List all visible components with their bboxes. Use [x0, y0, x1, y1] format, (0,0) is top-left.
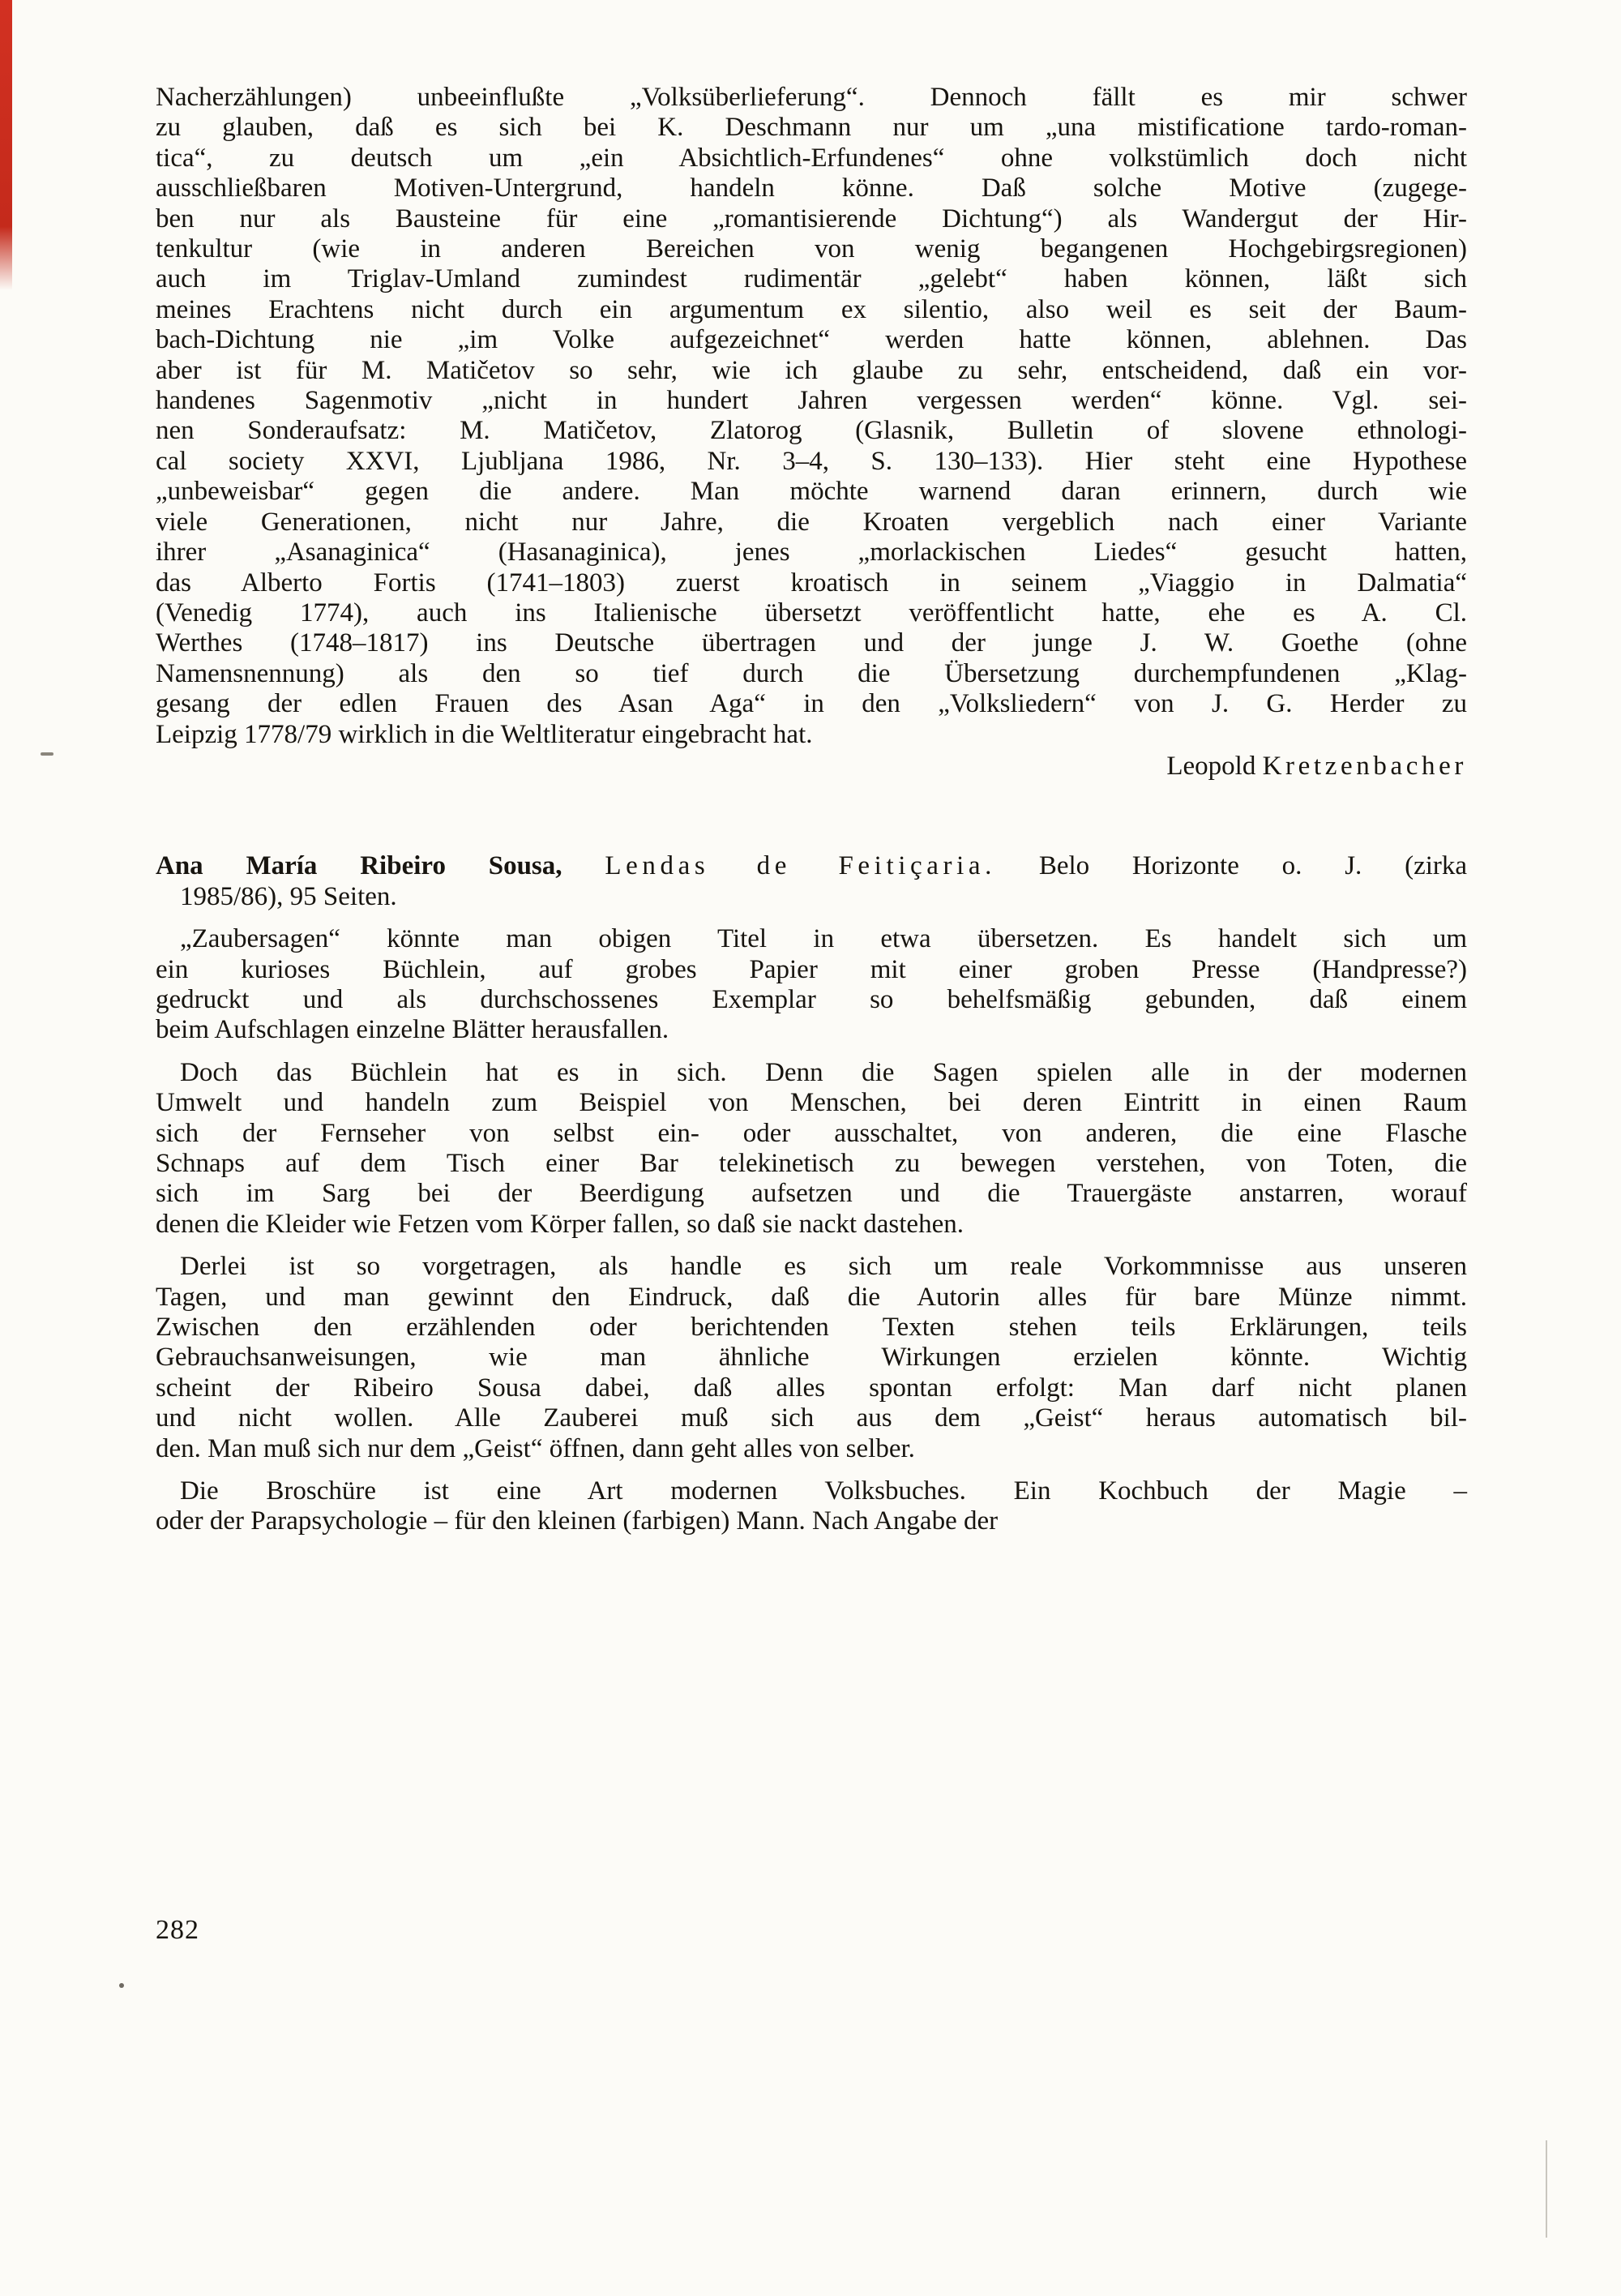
heading-line-1	[156, 851, 1467, 881]
text-line: ihrer „Asanaginica“ (Hasanaginica), jenes „morlackischen Liedes“ gesucht hatten,	[156, 538, 1467, 568]
text-line: Gebrauchsanweisungen, wie man ähnliche Wirkungen erzielen könnte. Wichtig	[156, 1343, 1467, 1373]
review-paragraph-3	[156, 1252, 1467, 1464]
text-line: ausschließbaren Motiven-Untergrund, handeln könne. Daß solche Motive (zugege-	[156, 173, 1467, 203]
margin-mark-artifact	[41, 752, 53, 756]
text-line: ben nur als Bausteine für eine „romantisierende Dichtung“) als Wandergut der Hir-	[156, 203, 1467, 233]
text-line: Umwelt und handeln zum Beispiel von Menschen, bei deren Eintritt in einen Raum	[156, 1088, 1467, 1118]
text-line: cal society XXVI, Ljubljana 1986, Nr. 3–4, S. 130–133). Hier steht eine Hypothese	[156, 446, 1467, 476]
text-line: denen die Kleider wie Fetzen vom Körper fallen, so daß sie nackt dastehen.	[156, 1209, 964, 1239]
text-line: Tagen, und man gewinnt den Eindruck, daß die Autorin alles für bare Münze nimmt.	[156, 1282, 1467, 1312]
signature-first-name: Leopold	[1166, 751, 1256, 781]
text-line: ein kurioses Büchlein, auf grobes Papier mit einer groben Presse (Handpresse?)	[156, 954, 1467, 984]
review-paragraph-2	[156, 1058, 1467, 1240]
review-paragraph-1	[156, 924, 1467, 1046]
text-line: oder der Parapsychologie – für den kleinen (farbigen) Mann. Nach Angabe der	[156, 1506, 999, 1536]
text-line: tica“, zu deutsch um „ein Absichtlich-Erfundenes“ ohne volkstümlich doch nicht	[156, 143, 1467, 173]
text-line: Nacherzählungen) unbeeinflußte „Volksüberlieferung“. Dennoch fällt es mir schwer	[156, 83, 1467, 112]
text-line: beim Aufschlagen einzelne Blätter herausfallen.	[156, 1015, 669, 1045]
text-line: Derlei ist so vorgetragen, als handle es sich um reale Vorkommnisse aus unseren	[180, 1252, 1467, 1282]
review-author-name: Ana María Ribeiro Sousa,	[156, 851, 562, 881]
text-line: handenes Sagenmotiv „nicht in hundert Jahren vergessen werden“ könne. Vgl. sei-	[156, 386, 1467, 416]
text-line: gesang der edlen Frauen des Asan Aga“ in den „Volksliedern“ von J. G. Herder zu	[156, 689, 1467, 719]
text-line: zu glauben, daß es sich bei K. Deschmann nur um „una mistificatione tardo-roman-	[156, 113, 1467, 143]
text-line: sich im Sarg bei der Beerdigung aufsetzen und die Trauergäste anstarren, worauf	[156, 1179, 1467, 1209]
review-continuation-paragraph	[156, 83, 1467, 750]
text-line: gedruckt und als durchschossenes Exemplar so behelfsmäßig gebunden, daß einem	[156, 984, 1467, 1014]
text-line: „unbeweisbar“ gegen die andere. Man möchte warnend daran erinnern, durch wie	[156, 477, 1467, 507]
text-line: Schnaps auf dem Tisch einer Bar telekinetisch zu bewegen verstehen, von Toten, die	[156, 1149, 1467, 1178]
text-line: Zwischen den erzählenden oder berichtenden Texten stehen teils Erklärungen, teils	[156, 1313, 1467, 1343]
text-line: Doch das Büchlein hat es in sich. Denn die Sagen spielen alle in der modernen	[180, 1057, 1467, 1087]
text-line: (Venedig 1774), auch ins Italienische übersetzt veröffentlicht hatte, ehe es A. Cl.	[156, 598, 1467, 628]
text-line: auch im Triglav-Umland zumindest rudimentär „gelebt“ haben können, läßt sich	[156, 264, 1467, 294]
text-line: tenkultur (wie in anderen Bereichen von wenig begangenen Hochgebirgsregionen)	[156, 234, 1467, 264]
text-line: meines Erachtens nicht durch ein argumentum ex silentio, also weil es seit der Baum-	[156, 294, 1467, 324]
text-line: bach-Dichtung nie „im Volke aufgezeichnet“ werden hatte können, ablehnen. Das	[156, 325, 1467, 355]
text-line: „Zaubersagen“ könnte man obigen Titel in etwa übersetzen. Es handelt sich um	[180, 924, 1467, 954]
text-line: sich der Fernseher von selbst ein- oder ausschaltet, von anderen, die eine Flasche	[156, 1118, 1467, 1148]
publication-info: Belo Horizonte o. J. (zirka	[1038, 851, 1468, 881]
text-line: Namensnennung) als den so tief durch die Übersetzung durchempfundenen „Klag-	[156, 658, 1467, 688]
reviewer-signature	[156, 752, 1467, 782]
review-paragraph-4	[156, 1476, 1467, 1537]
text-line: nen Sonderaufsatz: M. Matičetov, Zlatorog (Glasnik, Bulletin of slovene ethnologi-	[156, 416, 1467, 446]
page-number: 282	[156, 1915, 199, 1945]
text-line: Die Broschüre ist eine Art modernen Volksbuches. Ein Kochbuch der Magie –	[180, 1476, 1467, 1506]
dot-artifact	[119, 1983, 124, 1988]
red-scan-artifact	[0, 0, 12, 290]
text-line: Leipzig 1778/79 wirklich in die Weltliteratur eingebracht hat.	[156, 719, 813, 749]
text-line: Werthes (1748–1817) ins Deutsche übertragen und der junge J. W. Goethe (ohne	[156, 628, 1467, 658]
book-review-heading	[156, 851, 1467, 912]
text-line: aber ist für M. Matičetov so sehr, wie ich glaube zu sehr, entscheidend, daß ein vor-	[156, 355, 1467, 385]
text-block	[156, 83, 1467, 1537]
signature-last-name: Kretzenbacher	[1262, 751, 1467, 781]
text-line: das Alberto Fortis (1741–1803) zuerst kroatisch in seinem „Viaggio in Dalmatia“	[156, 568, 1467, 598]
text-line: viele Generationen, nicht nur Jahre, die Kroaten vergeblich nach einer Variante	[156, 507, 1467, 537]
page-edge-artifact	[1546, 2140, 1547, 2238]
book-title: Lendas de Feitiçaria.	[605, 851, 997, 881]
text-line: den. Man muß sich nur dem „Geist“ öffnen, dann geht alles von selber.	[156, 1433, 915, 1463]
text-line: und nicht wollen. Alle Zauberei muß sich aus dem „Geist“ heraus automatisch bil-	[156, 1403, 1467, 1433]
text-line: scheint der Ribeiro Sousa dabei, daß alles spontan erfolgt: Man darf nicht planen	[156, 1373, 1467, 1403]
heading-line-2: 1985/86), 95 Seiten.	[180, 881, 397, 911]
